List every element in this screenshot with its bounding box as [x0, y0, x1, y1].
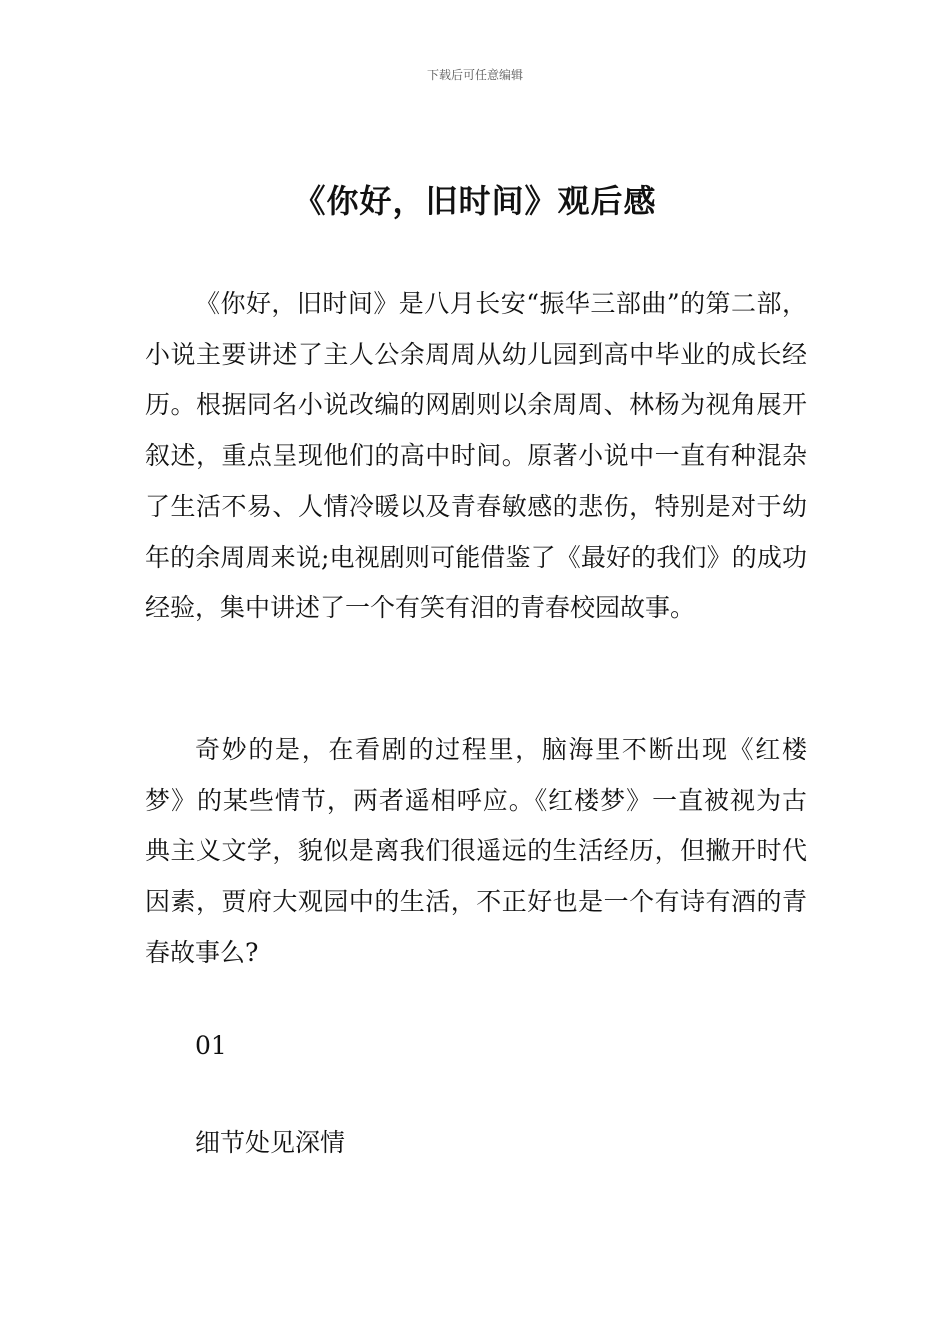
body-paragraph-1: 《你好，旧时间》是八月长安“振华三部曲”的第二部，小说主要讲述了主人公余周周从幼儿园到高中毕业的成长经历。根据同名小说改编的网剧则以余周周、林杨为视角展开叙述，重点呈现他们的高中时间。原著小说中一直有种混杂了生活不易、人情冷暖以及青春敏感的悲伤，特别是对于幼年的余周周来说;电视剧则可能借鉴了《最好的我们》的成功经验，集中讲述了一个有笑有泪的青春校园故事。 [145, 289, 807, 623]
header-note: 下载后可任意编辑 [426, 68, 523, 82]
page-title: 《你好，旧时间》观后感 [293, 182, 657, 220]
section-number: 01 [195, 1031, 227, 1060]
body-paragraph-2: 奇妙的是，在看剧的过程里，脑海里不断出现《红楼梦》的某些情节，两者遥相呼应。《红楼梦》一直被视为古典主义文学，貌似是离我们很遥远的生活经历，但撇开时代因素，贾府大观园中的生活，不正好也是一个有诗有酒的青春故事么? [145, 735, 807, 967]
section-heading: 细节处见深情 [195, 1128, 346, 1157]
